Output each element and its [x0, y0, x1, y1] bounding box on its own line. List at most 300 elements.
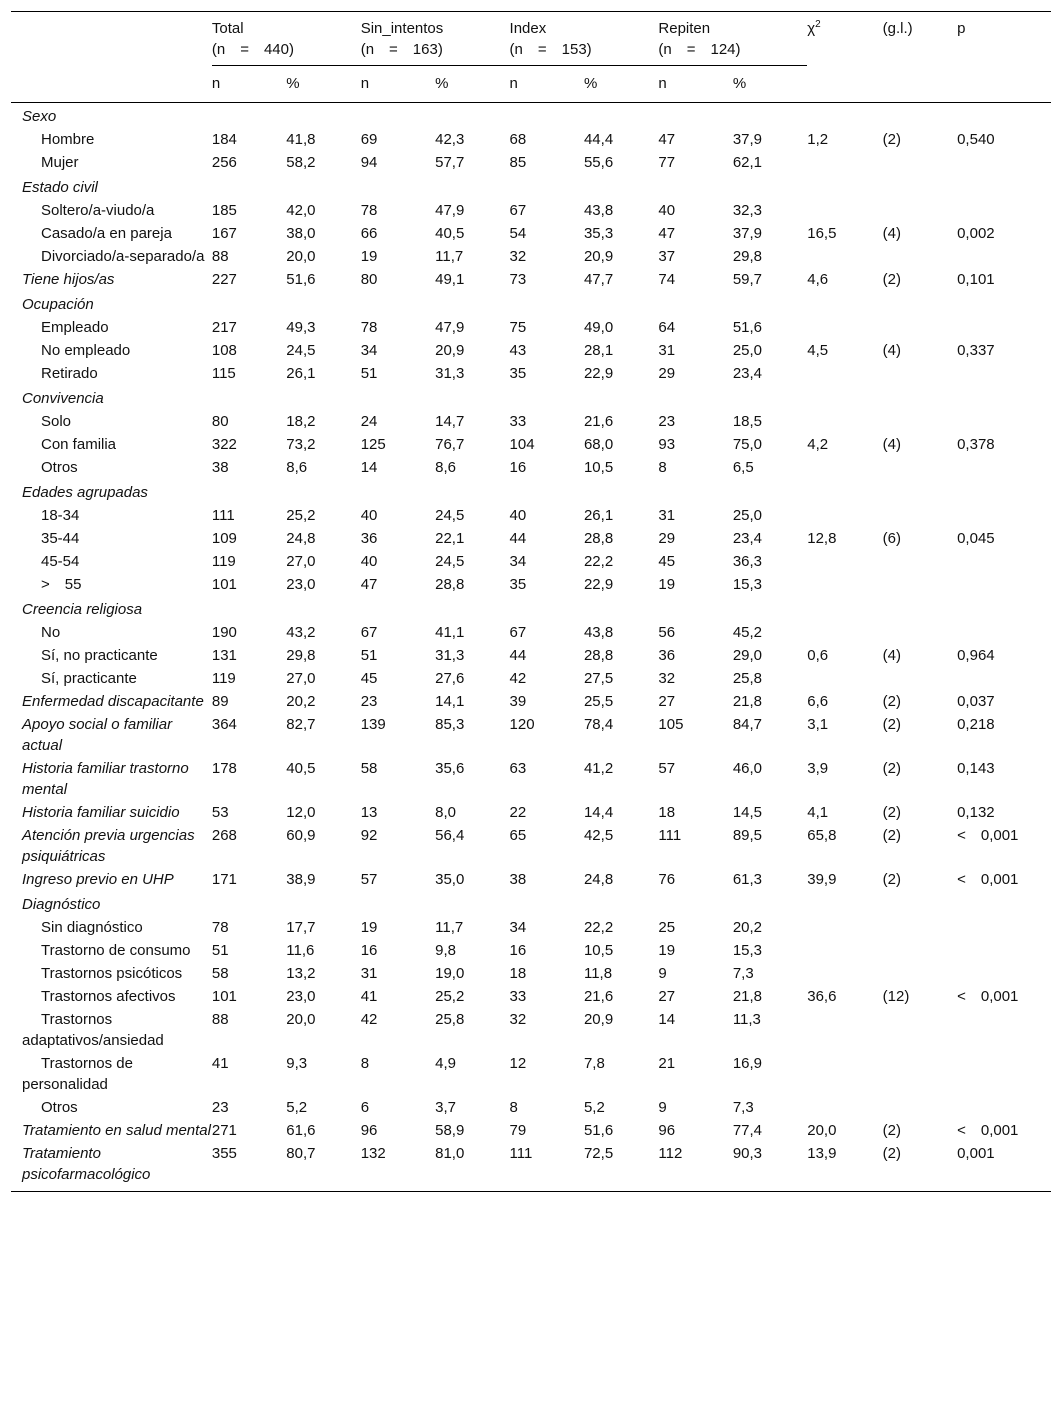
cell-repiten-pct: 16,9 [732, 1055, 763, 1072]
cell-repiten-n: 23 [658, 413, 676, 430]
cell-p-value [957, 245, 1051, 268]
cell-total-n [212, 385, 286, 410]
cell-index-pct: 21,6 [583, 988, 614, 1005]
cell-index-n: 22 [509, 804, 527, 821]
cell-index-pct: 49,0 [583, 319, 614, 336]
cell-repiten-pct: 84,7 [732, 716, 763, 733]
cell-sin-intentos-pct: 25,2 [435, 988, 465, 1005]
cell-p-value: 0,964 [957, 647, 995, 664]
cell-sin-intentos-pct: 8,0 [435, 804, 456, 821]
cell-sin-intentos-pct: 41,1 [435, 624, 465, 641]
cell-repiten-pct: 15,3 [732, 942, 763, 959]
cell-total-pct: 38,9 [286, 871, 316, 888]
cell-total-pct: 9,3 [286, 1055, 308, 1072]
cell-total-pct [286, 103, 360, 129]
cell-total-pct: 18,2 [286, 413, 316, 430]
row-label-text: Creencia religiosa [22, 601, 143, 618]
cell-chi-square-value [807, 1096, 882, 1119]
cell-sin-intentos-n [361, 596, 435, 621]
cell-repiten-pct: 21,8 [732, 988, 763, 1005]
cell-index-pct: 22,9 [583, 576, 614, 593]
cell-p-value: < 0,001 [957, 871, 1019, 888]
cell-degrees-freedom-value [883, 316, 957, 339]
cell-repiten-n: 57 [658, 760, 676, 777]
cell-total-n: 38 [211, 459, 229, 476]
row-label-text: No empleado [41, 342, 131, 359]
cell-repiten-n: 93 [658, 436, 676, 453]
cell-degrees-freedom-value [883, 621, 957, 644]
cell-degrees-freedom-value: (4) [882, 436, 902, 453]
cell-total-n: 101 [211, 576, 237, 593]
cell-degrees-freedom-value [883, 103, 957, 129]
cell-repiten-n: 45 [658, 553, 676, 570]
cell-total-n: 88 [211, 248, 229, 265]
cell-repiten-pct: 25,8 [732, 670, 763, 687]
row-label [11, 891, 212, 916]
cell-p-value [957, 667, 1051, 690]
cell-p-value [957, 151, 1051, 174]
cell-repiten-n: 64 [658, 319, 676, 336]
cell-degrees-freedom-value [883, 1096, 957, 1119]
cell-index-n: 43 [509, 342, 527, 359]
cell-sin-intentos-pct: 31,3 [435, 365, 465, 382]
cell-total-n: 89 [211, 693, 229, 710]
cell-total-pct: 38,0 [286, 225, 316, 242]
table-row [11, 1096, 1051, 1119]
row-label-text: Historia familiar suicidio [22, 804, 180, 821]
cell-sin-intentos-n: 13 [360, 804, 378, 821]
row-label [11, 985, 212, 1008]
row-label [11, 713, 212, 757]
row-label-text: Hombre [41, 131, 95, 148]
cell-repiten-pct: 15,3 [732, 576, 763, 593]
cell-repiten-n: 29 [658, 365, 676, 382]
cell-total-n [212, 891, 286, 916]
cell-repiten-n: 8 [658, 459, 667, 476]
cell-degrees-freedom-value [883, 245, 957, 268]
cell-p-value [957, 550, 1051, 573]
row-label-text: Con familia [41, 436, 117, 453]
cell-repiten-n: 111 [658, 827, 682, 844]
cell-sin-intentos-pct: 35,0 [435, 871, 465, 888]
cell-total-n [212, 596, 286, 621]
cell-total-pct: 73,2 [286, 436, 316, 453]
cell-p-value [957, 456, 1051, 479]
cell-repiten-pct: 61,3 [732, 871, 763, 888]
cell-chi-square-value: 0,6 [807, 647, 829, 664]
cell-index-pct: 43,8 [583, 202, 614, 219]
row-label-text: Sí, no practicante [41, 647, 158, 664]
row-label-text: Tratamiento psicofarmacológico [22, 1145, 151, 1183]
cell-repiten-n: 19 [658, 942, 676, 959]
cell-index-n: 73 [509, 271, 527, 288]
cell-p-value: < 0,001 [957, 827, 1019, 844]
cell-sin-intentos-pct: 11,7 [435, 248, 464, 265]
header-sub-cell: % [435, 66, 509, 103]
cell-repiten-n: 74 [658, 271, 676, 288]
row-label-text: Empleado [41, 319, 109, 336]
header-group-name: Index [509, 20, 547, 37]
header-group-repiten [658, 12, 807, 66]
cell-sin-intentos-pct: 19,0 [435, 965, 465, 982]
cell-p-value: 0,378 [957, 436, 995, 453]
cell-index-pct [584, 103, 658, 129]
cell-chi-square-value: 6,6 [807, 693, 829, 710]
cell-index-pct [584, 174, 658, 199]
cell-total-pct: 26,1 [286, 365, 316, 382]
cell-repiten-pct: 59,7 [732, 271, 763, 288]
cell-index-pct: 55,6 [583, 154, 614, 171]
row-label-text: Trastornos afectivos [41, 988, 176, 1005]
table-group-row [11, 174, 1051, 199]
cell-total-pct: 82,7 [286, 716, 316, 733]
cell-sin-intentos-pct: 14,7 [435, 413, 465, 430]
cell-repiten-pct: 20,2 [732, 919, 763, 936]
cell-repiten-pct: 32,3 [732, 202, 763, 219]
header-empty-cell [957, 66, 1051, 103]
cell-chi-square-value [807, 362, 882, 385]
table-row [11, 868, 1051, 891]
row-label [11, 667, 212, 690]
cell-p-value [957, 199, 1051, 222]
cell-chi-square-value: 3,1 [807, 716, 829, 733]
cell-repiten-n: 77 [658, 154, 676, 171]
header-group-name: Sin_intentos [360, 20, 444, 37]
cell-p-value: < 0,001 [957, 988, 1019, 1005]
cell-degrees-freedom-value [883, 1052, 957, 1096]
cell-chi-square-value [807, 573, 882, 596]
cell-repiten-n: 47 [658, 225, 676, 242]
cell-repiten-n: 112 [658, 1142, 732, 1192]
row-label-text: Trastorno de consumo [41, 942, 191, 959]
cell-repiten-pct: 37,9 [732, 131, 763, 148]
row-label-text: Otros [41, 459, 78, 476]
cell-index-n: 44 [509, 530, 527, 547]
cell-index-n: 44 [509, 647, 527, 664]
header-sub-cell: n [212, 66, 286, 103]
row-label [11, 527, 212, 550]
cell-total-n [212, 103, 286, 129]
header-group-n: (n = 153) [509, 41, 592, 58]
cell-total-n: 111 [211, 507, 235, 524]
cell-repiten-n: 25 [658, 919, 676, 936]
table-row [11, 962, 1051, 985]
cell-repiten-n: 36 [658, 647, 676, 664]
cell-repiten-n: 96 [658, 1122, 676, 1139]
table-row [11, 245, 1051, 268]
cell-degrees-freedom-value: (2) [883, 1142, 957, 1192]
header-sub-cell: % [584, 66, 658, 103]
row-label-text: > 55 [41, 576, 82, 593]
cell-total-pct: 24,5 [286, 342, 316, 359]
cell-index-n: 33 [509, 988, 527, 1005]
cell-p-value: 0,143 [957, 760, 995, 777]
row-label [11, 245, 212, 268]
cell-total-n: 131 [211, 647, 237, 664]
cell-index-n: 18 [509, 965, 527, 982]
cell-index-pct: 10,5 [583, 942, 614, 959]
cell-p-value: < 0,001 [957, 1122, 1019, 1139]
cell-total-pct: 8,6 [286, 459, 308, 476]
cell-index-pct: 7,8 [583, 1055, 605, 1072]
header-group-total [212, 12, 361, 66]
cell-total-pct: 49,3 [286, 319, 316, 336]
cell-degrees-freedom-value: (12) [882, 988, 910, 1005]
cell-repiten-pct: 23,4 [732, 530, 763, 547]
cell-sin-intentos-pct: 22,1 [435, 530, 465, 547]
cell-total-n: 53 [211, 804, 229, 821]
header-group-sin-intentos [361, 12, 510, 66]
cell-sin-intentos-n: 57 [360, 871, 378, 888]
cell-degrees-freedom-value [883, 891, 957, 916]
cell-sin-intentos-pct: 3,7 [435, 1099, 456, 1116]
cell-p-value: 0,045 [957, 530, 995, 547]
header-degrees-freedom: (g.l.) [883, 12, 957, 66]
row-label [11, 1096, 212, 1119]
cell-sin-intentos-n: 41 [360, 988, 378, 1005]
cell-total-pct [286, 479, 360, 504]
cell-total-n: 171 [211, 871, 237, 888]
row-label-text: Soltero/a-viudo/a [41, 202, 155, 219]
cell-chi-square-value [807, 316, 882, 339]
cell-index-pct: 42,5 [583, 827, 614, 844]
row-label [11, 824, 212, 868]
table-row [11, 1119, 1051, 1142]
table-row [11, 199, 1051, 222]
cell-repiten-pct: 25,0 [732, 507, 763, 524]
cell-p-value [957, 479, 1051, 504]
cell-sin-intentos-pct: 9,8 [435, 942, 456, 959]
cell-degrees-freedom-value: (2) [882, 827, 902, 844]
cell-repiten-n: 29 [658, 530, 676, 547]
cell-index-n: 67 [509, 624, 527, 641]
cell-degrees-freedom-value: (2) [882, 693, 902, 710]
cell-repiten-pct: 90,3 [733, 1142, 807, 1192]
cell-index-n: 35 [509, 365, 527, 382]
cell-repiten-pct [733, 596, 807, 621]
cell-total-pct: 25,2 [286, 507, 316, 524]
cell-sin-intentos-pct [435, 174, 509, 199]
cell-repiten-n [658, 103, 732, 129]
cell-index-n [510, 385, 584, 410]
cell-total-pct: 23,0 [286, 576, 316, 593]
cell-degrees-freedom-value: (6) [882, 530, 902, 547]
cell-index-pct: 22,2 [583, 553, 614, 570]
cell-index-n: 75 [509, 319, 527, 336]
cell-total-pct: 27,0 [286, 670, 316, 687]
cell-index-pct [584, 596, 658, 621]
cell-repiten-pct: 62,1 [732, 154, 763, 171]
cell-index-pct: 41,2 [583, 760, 614, 777]
cell-index-n: 79 [509, 1122, 527, 1139]
cell-sin-intentos-n: 42 [360, 1011, 378, 1028]
row-label [11, 1119, 212, 1142]
cell-sin-intentos-pct: 42,3 [435, 131, 465, 148]
row-label [11, 362, 212, 385]
header-group-name: Repiten [658, 20, 711, 37]
cell-repiten-n: 27 [658, 693, 676, 710]
row-label-text: Otros [41, 1099, 78, 1116]
cell-degrees-freedom-value [883, 1008, 957, 1052]
cell-chi-square-value [807, 245, 882, 268]
cell-degrees-freedom-value [883, 291, 957, 316]
cell-sin-intentos-pct: 47,9 [435, 202, 465, 219]
cell-index-n: 120 [509, 716, 535, 733]
row-label [11, 339, 212, 362]
row-label-text: Sexo [22, 108, 57, 125]
row-label-text: Ocupación [22, 296, 94, 313]
cell-repiten-pct: 75,0 [732, 436, 763, 453]
cell-repiten-pct: 14,5 [732, 804, 763, 821]
row-label-text: Estado civil [22, 179, 98, 196]
cell-sin-intentos-pct [435, 291, 509, 316]
cell-total-n: 101 [211, 988, 237, 1005]
row-label [11, 550, 212, 573]
cell-total-pct [286, 291, 360, 316]
cell-repiten-n: 9 [658, 965, 667, 982]
cell-total-pct: 20,0 [286, 1011, 316, 1028]
cell-index-n: 16 [509, 942, 527, 959]
cell-repiten-n [658, 291, 732, 316]
cell-sin-intentos-pct [435, 596, 509, 621]
row-label-text: 35-44 [41, 530, 80, 547]
cell-sin-intentos-n: 94 [360, 154, 378, 171]
cell-p-value [957, 621, 1051, 644]
header-empty-cell [11, 12, 212, 66]
cell-sin-intentos-n: 51 [360, 647, 378, 664]
row-label-text: Tiene hijos/as [22, 271, 115, 288]
cell-index-pct: 26,1 [583, 507, 614, 524]
cell-degrees-freedom-value: (4) [882, 225, 902, 242]
cell-index-pct: 28,8 [583, 647, 614, 664]
cell-chi-square-value [807, 151, 882, 174]
cell-sin-intentos-n: 67 [360, 624, 378, 641]
cell-degrees-freedom-value [883, 573, 957, 596]
cell-sin-intentos-n: 139 [360, 716, 386, 733]
cell-repiten-n: 21 [658, 1055, 676, 1072]
cell-total-n: 51 [211, 942, 229, 959]
cell-index-pct: 47,7 [583, 271, 614, 288]
row-label [11, 174, 212, 199]
cell-index-n: 38 [509, 871, 527, 888]
cell-repiten-n [658, 385, 732, 410]
row-label [11, 644, 212, 667]
cell-chi-square-value [807, 504, 882, 527]
table-row [11, 824, 1051, 868]
cell-sin-intentos-pct: 35,6 [435, 760, 465, 777]
cell-chi-square-value [807, 1052, 882, 1096]
cell-degrees-freedom-value [883, 174, 957, 199]
cell-total-pct [286, 174, 360, 199]
cell-chi-square-value [807, 916, 882, 939]
cell-sin-intentos-n: 19 [360, 248, 378, 265]
cell-index-n [510, 479, 584, 504]
cell-sin-intentos-n [361, 479, 435, 504]
cell-repiten-n: 32 [658, 670, 676, 687]
cell-repiten-pct [733, 891, 807, 916]
cell-sin-intentos-pct: 28,8 [435, 576, 465, 593]
cell-chi-square-value [807, 456, 882, 479]
cell-index-n: 12 [509, 1055, 527, 1072]
cell-chi-square-value [807, 621, 882, 644]
cell-index-pct: 25,5 [583, 693, 614, 710]
row-label-text: 45-54 [41, 553, 80, 570]
cell-sin-intentos-n: 19 [360, 919, 378, 936]
cell-repiten-n: 105 [658, 716, 684, 733]
cell-total-n: 322 [211, 436, 237, 453]
row-label-text: Atención previa urgencias psiquiátricas [22, 827, 195, 865]
cell-total-n: 167 [211, 225, 237, 242]
cell-sin-intentos-pct: 24,5 [435, 553, 465, 570]
cell-index-n: 32 [509, 248, 527, 265]
cell-repiten-pct: 23,4 [732, 365, 763, 382]
cell-repiten-n: 14 [658, 1011, 676, 1028]
cell-p-value [957, 573, 1051, 596]
row-label [11, 1008, 212, 1052]
cell-total-pct [286, 596, 360, 621]
cell-total-pct: 41,8 [286, 131, 316, 148]
cell-repiten-pct: 51,6 [732, 319, 763, 336]
cell-sin-intentos-n [361, 103, 435, 129]
cell-index-pct: 11,8 [583, 965, 613, 982]
cell-total-n: 115 [211, 365, 236, 382]
cell-sin-intentos-pct: 40,5 [435, 225, 465, 242]
cell-sin-intentos-pct: 47,9 [435, 319, 465, 336]
cell-index-pct: 72,5 [584, 1142, 658, 1192]
header-group-n: (n = 163) [360, 41, 443, 58]
cell-chi-square-value [807, 962, 882, 985]
cell-p-value [957, 596, 1051, 621]
cell-p-value: 0,218 [957, 716, 995, 733]
row-label-text: Diagnóstico [22, 896, 101, 913]
cell-index-n: 34 [509, 919, 527, 936]
cell-sin-intentos-pct: 81,0 [435, 1142, 509, 1192]
cell-index-pct: 21,6 [583, 413, 614, 430]
cell-index-n: 63 [509, 760, 527, 777]
cell-total-n: 109 [211, 530, 237, 547]
row-label [11, 621, 212, 644]
row-label [11, 916, 212, 939]
cell-degrees-freedom-value [883, 504, 957, 527]
cell-p-value: 0,002 [957, 225, 995, 242]
row-label-text: Mujer [41, 154, 79, 171]
row-label-text: 18-34 [41, 507, 80, 524]
cell-degrees-freedom-value: (4) [882, 342, 902, 359]
cell-index-pct: 14,4 [583, 804, 614, 821]
table-group-row [11, 385, 1051, 410]
cell-index-pct: 27,5 [583, 670, 614, 687]
cell-sin-intentos-n: 40 [360, 507, 378, 524]
cell-repiten-pct: 25,0 [732, 342, 763, 359]
cell-index-n [510, 596, 584, 621]
cell-index-pct: 24,8 [583, 871, 614, 888]
cell-index-pct: 78,4 [583, 716, 614, 733]
table-row [11, 1142, 1051, 1192]
cell-sin-intentos-pct [435, 891, 509, 916]
cell-sin-intentos-n: 34 [360, 342, 378, 359]
cell-repiten-pct: 21,8 [732, 693, 763, 710]
cell-chi-square-value [807, 410, 882, 433]
row-label [11, 1052, 212, 1096]
cell-total-pct: 5,2 [286, 1099, 308, 1116]
cell-sin-intentos-pct: 11,7 [435, 919, 464, 936]
cell-repiten-pct [733, 479, 807, 504]
cell-p-value [957, 410, 1051, 433]
cell-chi-square-value: 3,9 [807, 760, 829, 777]
row-label [11, 128, 212, 151]
cell-degrees-freedom-value [883, 410, 957, 433]
cell-p-value: 0,132 [957, 804, 995, 821]
